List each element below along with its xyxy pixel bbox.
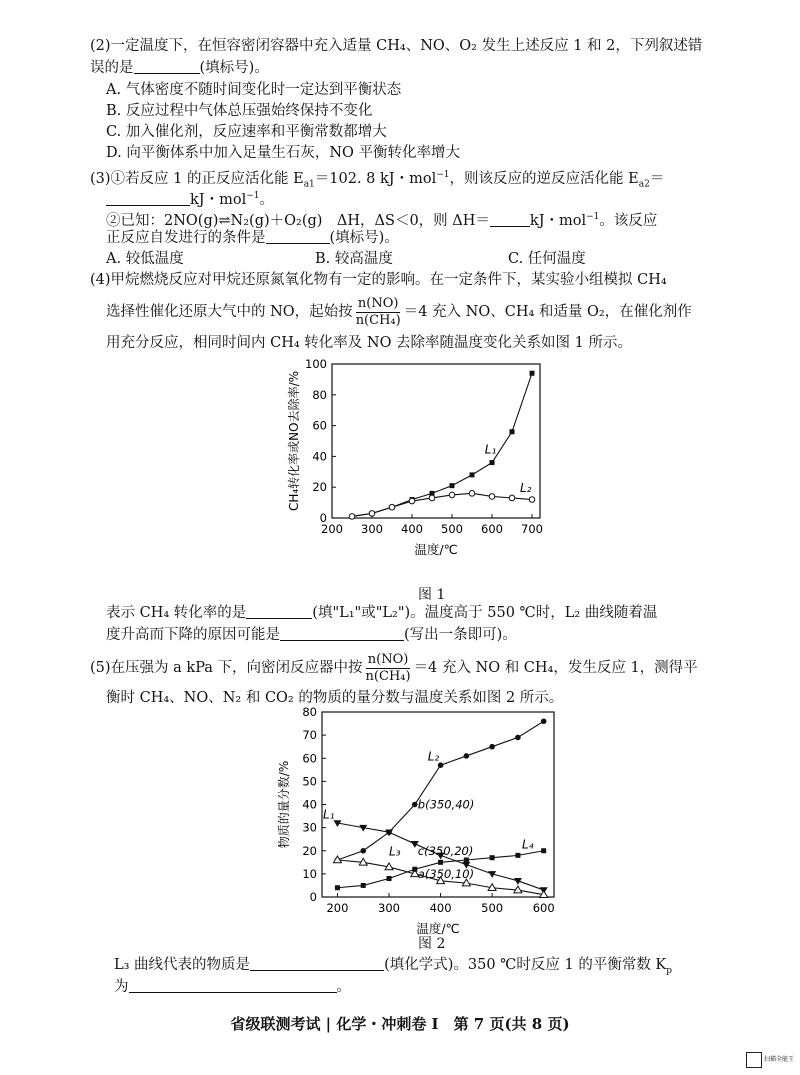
y-axis-label: CH₄转化率或NO去除率/% <box>287 370 301 512</box>
q4-after2: 度升高而下降的原因可能是 (写出一条即可)。 <box>106 627 517 643</box>
data-point <box>464 753 470 759</box>
q3-option-a: A. 较低温度 <box>106 251 184 267</box>
x-tick-label: 600 <box>532 901 555 915</box>
y-tick-label: 80 <box>302 705 317 719</box>
data-point <box>509 495 515 501</box>
data-point <box>469 491 475 497</box>
data-point <box>515 735 521 741</box>
plot-frame <box>332 364 540 518</box>
q3-option-b: B. 较高温度 <box>315 251 393 267</box>
y-tick-label: 50 <box>302 774 317 789</box>
q4-ratio-fraction: $\frac{n(NO)}{\text{n(CH₄)}}$ <box>355 295 401 328</box>
point-annotation: c(350,20) <box>417 843 474 858</box>
q3-option-c: C. 任何温度 <box>508 251 586 267</box>
q3-line4: 正反应自发进行的条件是 (填标号)。 <box>106 230 399 246</box>
q4-line3: 用充分反应，相同时间内 CH₄ 转化率及 NO 去除率随温度变化关系如图 1 所示。 <box>106 335 633 351</box>
data-point <box>429 495 435 501</box>
y-tick-label: 0 <box>309 890 317 904</box>
q5-substance-blank[interactable] <box>250 955 384 971</box>
y-tick-label: 60 <box>302 751 317 766</box>
point-annotation: a(350,10) <box>417 866 475 881</box>
data-point <box>529 497 535 503</box>
data-point <box>449 492 455 498</box>
q2-answer-blank[interactable] <box>134 58 200 74</box>
y-tick-label: 20 <box>302 843 317 858</box>
y-tick-label: 40 <box>312 449 327 464</box>
data-point <box>489 744 495 750</box>
data-point <box>489 494 495 500</box>
figure-1-caption: 图 1 <box>418 587 446 603</box>
y-tick-label: 100 <box>305 357 327 371</box>
figure-2-caption: 图 2 <box>418 936 446 952</box>
q2-line2: 误的是 (填标号)。 <box>90 60 269 76</box>
series-line-2 <box>352 493 532 516</box>
y-tick-label: 70 <box>302 728 317 743</box>
y-tick-label: 20 <box>312 480 327 495</box>
x-tick-label: 300 <box>378 901 400 915</box>
page-footer: 省级联测考试 | 化学・冲刺卷 Ⅰ 第 7 页(共 8 页) <box>230 1015 570 1033</box>
data-point <box>349 514 355 520</box>
data-point <box>510 429 515 434</box>
q2-option-c: C. 加入催化剂，反应速率和平衡常数都增大 <box>106 124 387 140</box>
series-label: L₂ <box>427 749 440 764</box>
data-point <box>490 855 495 860</box>
y-axis-label: 物质的量分数/% <box>277 760 291 849</box>
y-tick-label: 60 <box>312 418 327 433</box>
q3-line3: ②已知：2NO(g)⇌N₂(g)＋O₂(g) ΔH，ΔS＜0，则 ΔH＝ kJ・mol$^{-1}$。该反应 <box>106 212 658 229</box>
data-point <box>515 853 520 858</box>
data-point <box>361 883 366 888</box>
series-label: L₂ <box>520 480 532 495</box>
x-tick-label: 200 <box>321 522 343 536</box>
y-tick-label: 40 <box>302 797 317 812</box>
series-label: L₃ <box>389 844 401 859</box>
q3-condition-blank[interactable] <box>266 228 330 244</box>
point-annotation: b(350,40) <box>417 797 475 812</box>
y-tick-label: 0 <box>319 511 327 525</box>
x-axis-label: 温度/℃ <box>414 542 458 557</box>
data-point <box>409 498 415 504</box>
data-point <box>490 460 495 465</box>
series-label: L₁ <box>323 807 335 822</box>
data-point <box>470 472 475 477</box>
data-point <box>530 371 535 376</box>
data-point <box>541 718 547 724</box>
x-tick-label: 400 <box>401 522 423 536</box>
series-line-1 <box>352 373 532 516</box>
q2-option-d: D. 向平衡体系中加入足量生石灰，NO 平衡转化率增大 <box>106 145 461 161</box>
q5-line1: (5)在压强为 a kPa 下，向密闭反应器中按 $\frac{n(NO)}{\text{n(CH₄)}}$ ＝4 充入 NO 和 CH₄，发生反应 1，测得平 <box>90 651 698 684</box>
q2-option-a: A. 气体密度不随时间变化时一定达到平衡状态 <box>106 82 402 98</box>
q4-line1: (4)甲烷燃烧反应对甲烷还原氮氧化物有一定的影响。在一定条件下，某实验小组模拟 CH₄ <box>90 272 667 288</box>
x-tick-label: 300 <box>361 522 383 536</box>
q5-line2: 衡时 CH₄、NO、N₂ 和 CO₂ 的物质的量分数与温度关系如图 2 所示。 <box>106 690 564 706</box>
q5-after1: L₃ 曲线代表的物质是 (填化学式)。350 ℃时反应 1 的平衡常数 $K_p$ <box>114 957 673 976</box>
q4-curve-blank[interactable] <box>246 603 312 619</box>
y-tick-label: 30 <box>302 820 317 835</box>
y-tick-label: 10 <box>302 866 317 881</box>
y-tick-label: 80 <box>312 387 327 402</box>
q5-kp-blank[interactable] <box>129 977 337 993</box>
q4-after1: 表示 CH₄ 转化率的是 (填"L₁"或"L₂")。温度高于 550 ℃时，L₂ 曲线随着温 <box>106 605 658 621</box>
data-point <box>360 848 366 854</box>
data-point <box>389 504 395 510</box>
x-tick-label: 500 <box>481 901 504 915</box>
data-point <box>387 876 392 881</box>
series-line-2 <box>337 721 543 860</box>
data-point <box>438 860 443 865</box>
figure-1 <box>280 356 570 590</box>
data-point <box>464 858 469 863</box>
figure-1-chart <box>280 356 570 586</box>
data-point <box>369 511 375 517</box>
data-point <box>412 802 418 808</box>
q4-line2: 选择性催化还原大气中的 NO，起始按 $\frac{n(NO)}{\text{n(CH₄)}}$ ＝4 充入 NO、CH₄ 和适量 O₂，在催化剂作 <box>106 295 692 328</box>
x-tick-label: 400 <box>429 901 452 915</box>
data-point <box>386 829 392 835</box>
qr-code-icon <box>746 1052 762 1068</box>
series-label: L₁ <box>484 442 497 457</box>
data-point <box>541 848 546 853</box>
q2-option-b: B. 反应过程中气体总压强始终保持不变化 <box>106 103 373 119</box>
q3-line2: kJ・mol$^{-1}$。 <box>106 186 274 210</box>
figure-2 <box>270 704 570 940</box>
data-point <box>335 885 340 890</box>
q2-line1: (2)一定温度下，在恒容密闭容器中充入适量 CH₄、NO、O₂ 发生上述反应 1 和 2，下列叙述错 <box>90 38 703 54</box>
scanner-watermark: 扫描全能王 <box>764 1056 795 1063</box>
figure-2-chart <box>270 704 570 936</box>
x-tick-label: 500 <box>441 522 463 536</box>
q3-ea2-blank[interactable] <box>106 190 190 206</box>
q4-reason-blank[interactable] <box>280 625 404 641</box>
q3-line1: (3)①若反应 1 的正反应活化能 $E_{a1}=102$. 8 kJ・mol$^{-1}$，则该反应的逆反应活化能 $E_{a2}=$ <box>90 170 665 190</box>
x-tick-label: 700 <box>521 522 543 536</box>
x-axis-label: 温度/℃ <box>416 921 460 936</box>
x-tick-label: 600 <box>481 522 503 536</box>
data-point <box>412 867 417 872</box>
x-tick-label: 200 <box>326 901 349 915</box>
q5-ratio-fraction: $\frac{n(NO)}{\text{n(CH₄)}}$ <box>365 651 411 684</box>
data-point <box>450 483 455 488</box>
q3-dh-blank[interactable] <box>490 211 530 227</box>
q5-after2: 为 。 <box>114 979 351 995</box>
series-label: L₄ <box>522 837 534 852</box>
